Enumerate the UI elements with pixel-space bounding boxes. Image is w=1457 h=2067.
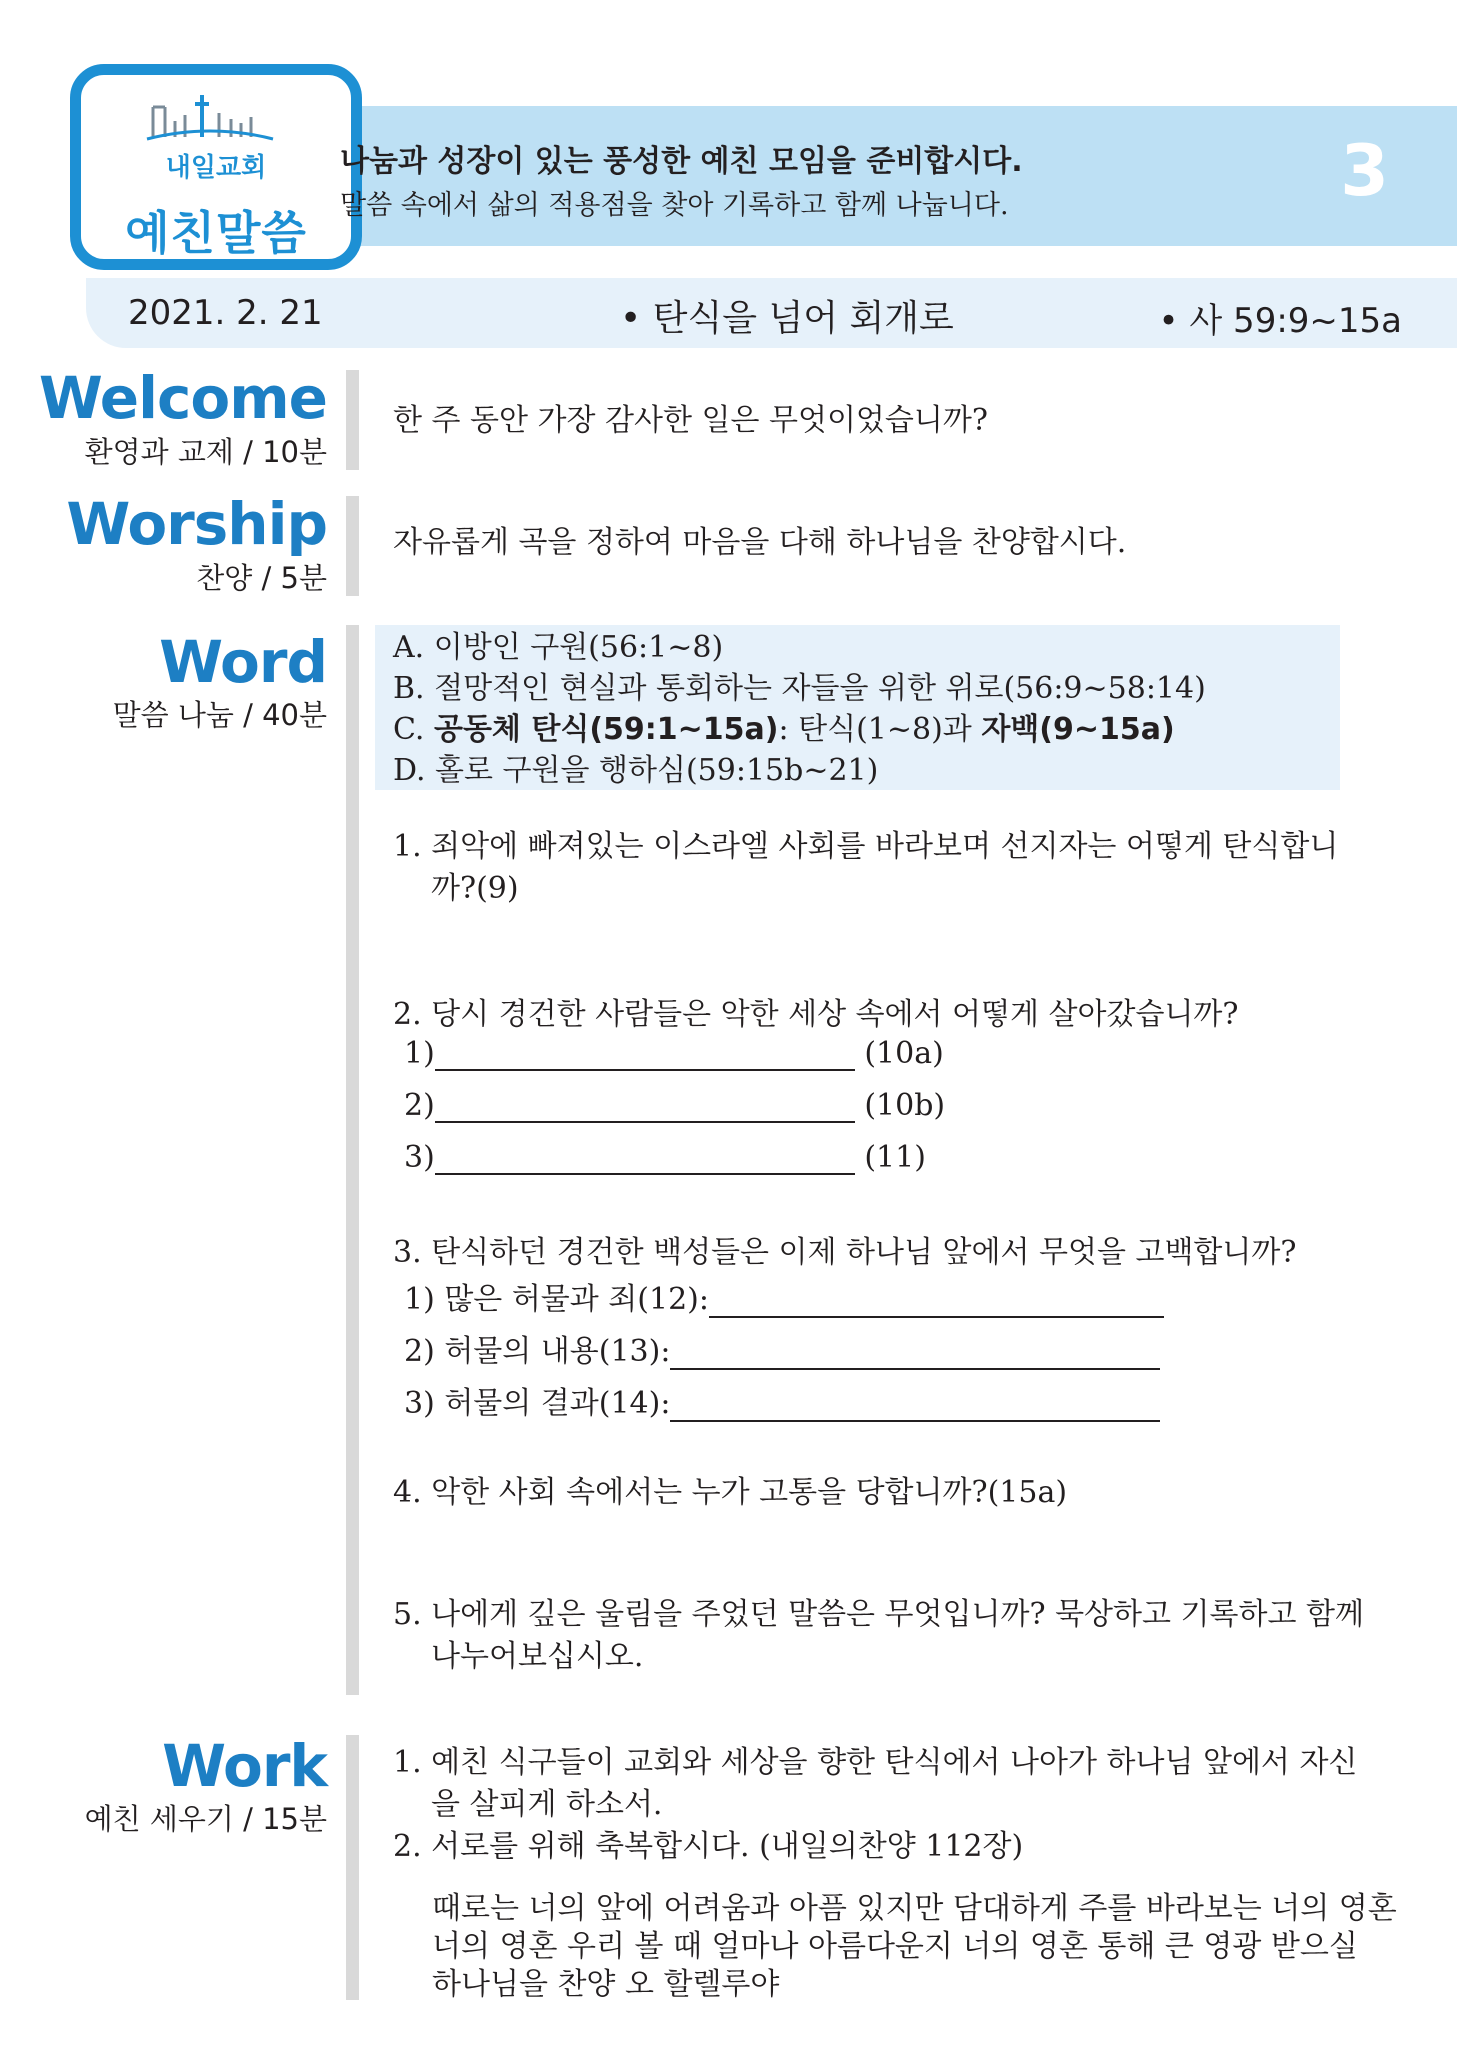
outline-c-bold1: 공동체 탄식(59:1~15a) — [433, 712, 779, 747]
q3-answer-row — [404, 1378, 1160, 1422]
answer-blank[interactable] — [435, 1145, 855, 1175]
work-item-2: 2. 서로를 위해 축복합시다. (내일의찬양 112장) — [393, 1829, 1024, 1864]
worship-divider — [346, 496, 359, 596]
sermon-title: • 탄식을 넘어 회개로 — [620, 298, 954, 339]
welcome-divider — [346, 370, 359, 470]
lyrics-line: 하나님을 찬양 오 할렐루야 — [432, 1967, 780, 2002]
outline-d: D. 홀로 구원을 행하심(59:15b~21) — [393, 753, 879, 788]
q2-answer-row — [404, 1140, 926, 1175]
q2-item-number: 3) — [404, 1140, 435, 1175]
q3-answer-row — [404, 1274, 1164, 1318]
q2-item-ref: (10b) — [864, 1088, 946, 1123]
q2-answer-row — [404, 1036, 944, 1071]
outline-c-mid: : 탄식(1~8)과 — [778, 712, 982, 747]
answer-blank[interactable] — [709, 1288, 1164, 1318]
outline-b: B. 절망적인 현실과 통회하는 자들을 위한 위로(56:9~58:14) — [393, 671, 1206, 706]
question-1: 1. 죄악에 빠져있는 이스라엘 사회를 바라보며 선지자는 어떻게 탄식합니까?(9) — [393, 829, 1339, 906]
q3-answer-row — [404, 1326, 1160, 1370]
question-4: 4. 악한 사회 속에서는 누가 고통을 당합니까?(15a) — [393, 1475, 1068, 1510]
q2-item-ref: (11) — [864, 1140, 926, 1175]
lyrics-line: 때로는 너의 앞에 어려움과 아픔 있지만 담대하게 주를 바라보는 너의 영혼 — [432, 1891, 1397, 1926]
answer-blank[interactable] — [670, 1340, 1160, 1370]
word-subtitle: 말씀 나눔 / 40분 — [112, 698, 327, 732]
q2-item-number: 2) — [404, 1088, 435, 1123]
welcome-heading: Welcome — [38, 364, 327, 432]
word-heading: Word — [159, 628, 327, 696]
banner-subtitle: 말씀 속에서 삶의 적용점을 찾아 기록하고 함께 나눕니다. — [340, 190, 1009, 221]
church-skyline-icon — [145, 93, 275, 145]
welcome-subtitle: 환영과 교제 / 10분 — [84, 435, 327, 469]
q2-answer-row — [404, 1088, 945, 1123]
booklet-title: 예친말씀 — [125, 206, 307, 260]
outline-a: A. 이방인 구원(56:1~8) — [393, 630, 724, 665]
worship-heading: Worship — [66, 490, 327, 558]
scripture-reference: • 사 59:9~15a — [1158, 301, 1402, 341]
answer-blank[interactable] — [435, 1093, 855, 1123]
date: 2021. 2. 21 — [128, 293, 323, 333]
q3-item-label: 3) 허물의 결과(14): — [404, 1386, 671, 1421]
q2-item-ref: (10a) — [864, 1036, 944, 1071]
work-item-1: 1. 예친 식구들이 교회와 세상을 향한 탄식에서 나아가 하나님 앞에서 자신을 살피게 하소서. — [393, 1745, 1358, 1822]
work-divider — [346, 1735, 359, 2000]
outline-c — [393, 709, 1175, 750]
logo-box — [70, 64, 362, 270]
word-divider — [346, 625, 359, 1695]
question-5: 5. 나에게 깊은 울림을 주었던 말씀은 무엇입니까? 묵상하고 기록하고 함께 나누어보십시오. — [393, 1597, 1364, 1674]
work-subtitle: 예친 세우기 / 15분 — [84, 1802, 327, 1836]
q2-item-number: 1) — [404, 1036, 435, 1071]
banner-title: 나눔과 성장이 있는 풍성한 예친 모임을 준비합시다. — [340, 144, 1023, 179]
q3-item-label: 1) 많은 허물과 죄(12): — [404, 1282, 709, 1317]
outline-c-bold2: 자백(9~15a) — [981, 712, 1175, 747]
lyrics-line: 너의 영혼 우리 볼 때 얼마나 아름다운지 너의 영혼 통해 큰 영광 받으실 — [432, 1929, 1358, 1964]
welcome-question: 한 주 동안 가장 감사한 일은 무엇이었습니까? — [393, 403, 988, 438]
answer-blank[interactable] — [435, 1041, 855, 1071]
page-number: 3 — [1340, 130, 1389, 212]
outline-c-prefix: C. — [393, 712, 434, 747]
question-2: 2. 당시 경건한 사람들은 악한 세상 속에서 어떻게 살아갔습니까? — [393, 997, 1239, 1032]
church-logo-text: 내일교회 — [165, 153, 267, 183]
worship-text: 자유롭게 곡을 정하여 마음을 다해 하나님을 찬양합시다. — [393, 525, 1127, 560]
work-heading: Work — [162, 1732, 327, 1800]
worship-subtitle: 찬양 / 5분 — [196, 561, 327, 595]
question-3: 3. 탄식하던 경건한 백성들은 이제 하나님 앞에서 무엇을 고백합니까? — [393, 1235, 1297, 1270]
hymn-lyrics — [432, 1890, 1397, 2004]
q3-item-label: 2) 허물의 내용(13): — [404, 1334, 671, 1369]
answer-blank[interactable] — [670, 1392, 1160, 1422]
